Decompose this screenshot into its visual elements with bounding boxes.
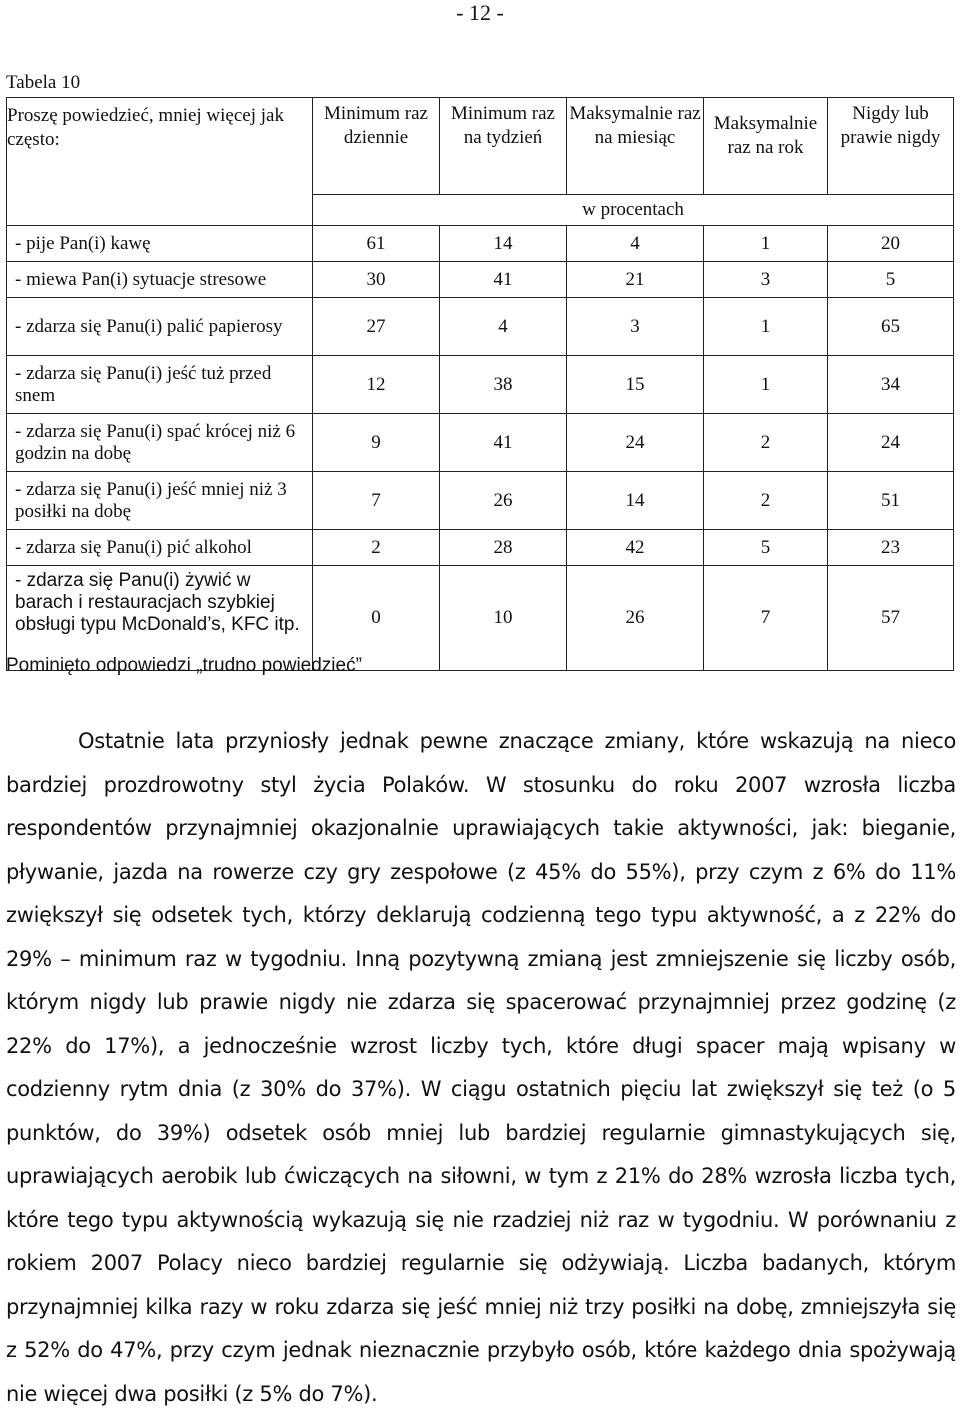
table-row <box>7 356 954 414</box>
table-note: Pominięto odpowiedzi „trudno powiedzieć” <box>6 655 362 676</box>
table-row <box>7 226 954 262</box>
cell-value: 3 <box>567 298 704 356</box>
cell-value: 2 <box>313 530 440 566</box>
cell-value: 30 <box>313 262 440 298</box>
cell-value: 7 <box>704 566 828 671</box>
cell-value: 14 <box>440 226 567 262</box>
cell-value: 21 <box>567 262 704 298</box>
table-row <box>7 530 954 566</box>
cell-value: 24 <box>567 414 704 472</box>
row-label: - zdarza się Panu(i) żywić w barach i restauracjach szybkiej obsługi typu McDonald’s, KFC itp. <box>7 566 313 671</box>
cell-value: 26 <box>440 472 567 530</box>
row-label: - miewa Pan(i) sytuacje stresowe <box>7 262 313 298</box>
cell-value: 5 <box>704 530 828 566</box>
cell-value: 10 <box>440 566 567 671</box>
cell-value: 24 <box>828 414 954 472</box>
cell-value: 41 <box>440 414 567 472</box>
cell-value: 28 <box>440 530 567 566</box>
cell-value: 4 <box>567 226 704 262</box>
row-label: - zdarza się Panu(i) jeść tuż przed snem <box>7 356 313 414</box>
cell-value: 15 <box>567 356 704 414</box>
row-label: - zdarza się Panu(i) spać krócej niż 6 godzin na dobę <box>7 414 313 472</box>
table-row <box>7 414 954 472</box>
survey-table <box>6 97 954 671</box>
table-row <box>7 472 954 530</box>
column-header: Maksymalnie raz na miesiąc <box>567 98 704 195</box>
column-header: Maksymalnie raz na rok <box>704 98 828 195</box>
column-header: Minimum raz na tydzień <box>440 98 567 195</box>
unit-label: w procentach <box>313 195 954 226</box>
body-paragraph-block <box>6 720 956 1416</box>
row-label: - zdarza się Panu(i) jeść mniej niż 3 posiłki na dobę <box>7 472 313 530</box>
cell-value: 2 <box>704 472 828 530</box>
body-paragraph: Ostatnie lata przyniosły jednak pewne znaczące zmiany, które wskazują na nieco bardziej prozdrowotny styl życia Polaków. W stosunku do roku 2007 wzrosła liczba respondentów przynajmniej okazjonalnie uprawiających takie aktywności, jak: bieganie, pływanie, jazda na rowerze czy gry zespołowe (z 45% do 55%), przy czym z 6% do 11% zwiększył się odsetek tych, którzy deklarują codzienną tego typu aktywność, a z 22% do 29% – minimum raz w tygodniu. Inną pozytywną zmianą jest zmniejszenie się liczby osób, którym nigdy lub prawie nigdy nie zdarza się spacerować przynajmniej przez godzinę (z 22% do 17%), a jednocześnie wzrost liczby tych, które długi spacer mają wpisany w codzienny rytm dnia (z 30% do 37%). W ciągu ostatnich pięciu lat zwiększył się też (o 5 punktów, do 39%) odsetek osób mniej lub bardziej regularnie gimnastykujących się, uprawiających aerobik lub ćwiczących na siłowni, w tym z 21% do 28% wzrosła liczba tych, które tego typu aktywnością wykazują się nie rzadziej niż raz w tygodniu. W porównaniu z rokiem 2007 Polacy nieco bardziej regularnie się odżywiają. Liczba badanych, którym przynajmniej kilka razy w roku zdarza się jeść mniej niż trzy posiłki na dobę, zmniejszyła się z 52% do 47%, przy czym jednak nieznacznie przybyło osób, które każdego dnia spożywają nie więcej dwa posiłki (z 5% do 7%). <box>6 729 956 1406</box>
cell-value: 57 <box>828 566 954 671</box>
cell-value: 1 <box>704 356 828 414</box>
page-number: - 12 - <box>456 0 504 25</box>
cell-value: 27 <box>313 298 440 356</box>
column-header: Minimum raz dziennie <box>313 98 440 195</box>
cell-value: 51 <box>828 472 954 530</box>
table-row <box>7 298 954 356</box>
cell-value: 23 <box>828 530 954 566</box>
cell-value: 34 <box>828 356 954 414</box>
cell-value: 3 <box>704 262 828 298</box>
cell-value: 1 <box>704 226 828 262</box>
row-label: - zdarza się Panu(i) palić papierosy <box>7 298 313 356</box>
cell-value: 42 <box>567 530 704 566</box>
cell-value: 5 <box>828 262 954 298</box>
cell-value: 26 <box>567 566 704 671</box>
cell-value: 38 <box>440 356 567 414</box>
cell-value: 12 <box>313 356 440 414</box>
cell-value: 0 <box>313 566 440 671</box>
cell-value: 9 <box>313 414 440 472</box>
cell-value: 1 <box>704 298 828 356</box>
cell-value: 7 <box>313 472 440 530</box>
column-header: Nigdy lub prawie nigdy <box>828 98 954 195</box>
table-header-row <box>7 98 954 195</box>
cell-value: 41 <box>440 262 567 298</box>
row-label: - zdarza się Panu(i) pić alkohol <box>7 530 313 566</box>
cell-value: 14 <box>567 472 704 530</box>
question-header: Proszę powiedzieć, mniej więcej jak często: <box>7 98 313 226</box>
row-label: - pije Pan(i) kawę <box>7 226 313 262</box>
cell-value: 61 <box>313 226 440 262</box>
cell-value: 20 <box>828 226 954 262</box>
cell-value: 2 <box>704 414 828 472</box>
table-caption: Tabela 10 <box>6 72 81 93</box>
cell-value: 65 <box>828 298 954 356</box>
cell-value: 4 <box>440 298 567 356</box>
table-row <box>7 262 954 298</box>
